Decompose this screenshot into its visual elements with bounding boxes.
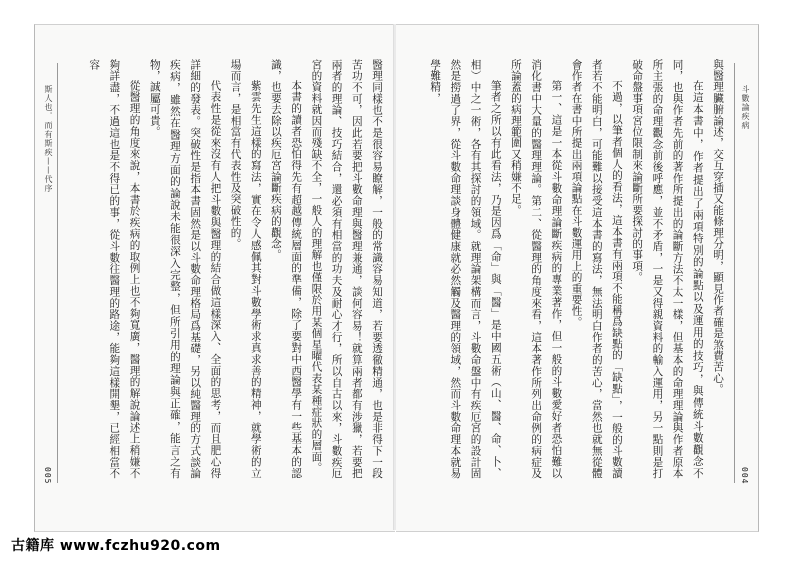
right-page-number: 004 (740, 467, 749, 485)
scanned-book-spread (34, 24, 758, 530)
paragraph: 紫雲先生這樣的寫法，實在令人感佩其對斗數學術求真求善的精神，就學術的立場而言，是相當有代表性及突破性的。 (229, 59, 262, 479)
left-page-number: 005 (43, 467, 52, 485)
right-running-header: 斗數論疾病 (741, 85, 750, 130)
paragraph: 醫理同樣也不是很容易瞭解，一般的常識容易知道，若要透徹精通，也是非得下一段苦功不可，因此若要把斗數命理與醫理兼通，談何容易！就算兩者都有涉獵，若要把兩者的理論、技巧結合，還必須有相當的功夫及耐心才行，所以自古以來，斗數疾厄宮的資料就因而殘缺不全，一般人的理解也僅限於用某個星曜代表某種症狀的層面。 (310, 59, 383, 479)
right-margin-rule (734, 63, 735, 483)
right-page (396, 24, 759, 532)
right-page-body (410, 59, 728, 479)
paragraph: 在這本書中，作者提出了兩項特別的論點以及運用的技巧，與傳統斗數觀念不同，也與作者先前的著作所提出的論斷方法不太一樣，但基本的命理理論與作者原本所主張的命理觀念前後呼應，並不矛盾，一是又得親資料的輸入運用，另一點則是打破命盤事項宮位限制來論斷所要探討的事項。 (631, 59, 704, 479)
paragraph: 筆者之所以有此看法，乃是因爲「命」與「醫」是中國五術（山、醫、命、卜、相）中之一術，各有其探討的領域。就理論架構而言，斗數命盤中有疾厄宮的設計固然是撈過了界，從斗數命理談身體健康就必然觸及醫理的領域，然而斗數命理本就易學難精， (429, 59, 502, 479)
left-page-body (65, 59, 387, 479)
left-margin-rule (57, 63, 58, 483)
paragraph: 從醫理的角度來說，本書於疾病的取例上也不夠寬廣，醫理的解說論述上稍嫌不夠詳盡，不過這也是不得已的事，從斗數往醫理的路途，能夠這樣開墾，已經相當不容 (88, 59, 141, 479)
paragraph: 代表性是從來沒有人把斗數與醫理的結合做這樣深入、全面的思考，而且肥心得詳細的發表。突破性是指本書固然是以斗數命理格局爲基礎，另以純醫理的方式談論疾病，雖然在醫理方面的論說未能很深入完整，但所引用的理論與正確，能言之有物，誠屬可貴。 (148, 59, 222, 479)
site-watermark: 古籍库 www.fczhu920.com (11, 538, 221, 554)
left-running-header: 斯人也．而有斯疾——代序 (44, 85, 53, 193)
paragraph: 不過，以筆者個人的看法，這本書有兩項不能稱爲缺點的「缺點」，一般的斗數讀者若不能明白，可能難以接受這本書的寫法，無法明白作者的苦心，當然也就無從體會作者在書中所提出兩項論點在斗數運用上的重要性。 (570, 59, 623, 479)
paragraph: 第一、這是一本從斗數命理論斷疾病的專業著作，但一般的斗數愛好者恐怕難以消化書中大量的醫理理論。第二、從醫理的角度來看，這本著作所列出命例的病症及所論蓋的病理範圍又稍嫌不足。 (509, 59, 563, 479)
paragraph: 與醫理臟腑論述，交互穿插又能條理分明，顯見作者確是煞費苦心。 (712, 59, 724, 395)
paragraph: 本書的讀者恐怕得先有超越傳統層面的準備，除了要對中西醫學有一些基本的認識，也要去除以疾厄宮論斷疾病的觀念。 (269, 59, 303, 479)
left-page (34, 24, 395, 532)
